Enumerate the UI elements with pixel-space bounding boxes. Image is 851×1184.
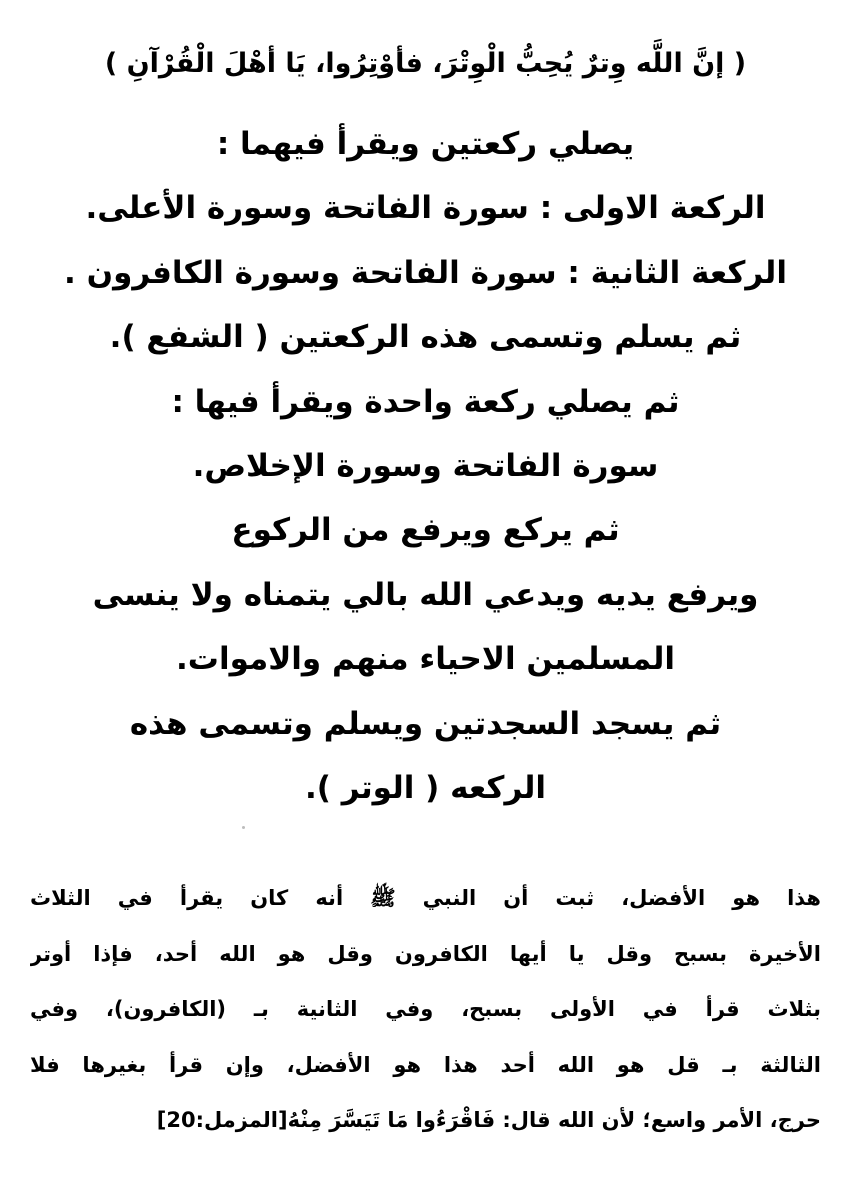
stray-dot [242, 826, 245, 829]
instruction-line: يصلي ركعتين ويقرأ فيهما : [216, 126, 635, 162]
instruction-line: ثم يسلم وتسمى هذه الركعتين ( الشفع ). [109, 319, 742, 356]
instruction-line: الركعة الثانية : سورة الفاتحة وسورة الكافرون . [64, 254, 787, 291]
explanation-line: الثالثة بـ قل هو الله أحد هذا هو الأفضل، وإن قرأ بغيرها فلا [30, 1052, 821, 1077]
hadith-heading: ( إنَّ اللَّه وِترٌ يُحِبُّ الْوِتْرَ، فأوْتِرُوا، يَا أهْلَ الْقُرْآنِ ) [104, 48, 747, 79]
explanation-line: بثلاث قرأ في الأولى بسبح، وفي الثانية بـ (الكافرون)، وفي [30, 997, 821, 1022]
witr-instructions [20, 112, 831, 820]
instruction-line: المسلمين الاحياء منهم والاموات. [176, 641, 675, 678]
instruction-line: ثم يركع ويرفع من الركوع [231, 512, 620, 549]
explanation-paragraph [30, 870, 821, 1148]
explanation-line: حرج، الأمر واسع؛ لأن الله قال: فَاقْرَءُوا مَا تَيَسَّرَ مِنْهُ[المزمل:20] [156, 1108, 821, 1133]
instruction-line: الركعة الاولى : سورة الفاتحة وسورة الأعلى. [85, 190, 766, 227]
explanation-line: هذا هو الأفضل، ثبت أن النبي ﷺ أنه كان يقرأ في الثلاث [30, 886, 821, 910]
instruction-line: الركعه ( الوتر ). [305, 769, 546, 806]
instruction-line: ثم يسجد السجدتين ويسلم وتسمى هذه [129, 705, 722, 742]
explanation-line: الأخيرة بسبح وقل يا أيها الكافرون وقل هو الله أحد، فإذا أوتر [30, 941, 821, 966]
instruction-line: سورة الفاتحة وسورة الإخلاص. [192, 447, 659, 484]
instruction-line: ويرفع يديه ويدعي الله بالي يتمناه ولا ينسى [92, 576, 759, 613]
instruction-line: ثم يصلي ركعة واحدة ويقرأ فيها : [171, 383, 680, 420]
